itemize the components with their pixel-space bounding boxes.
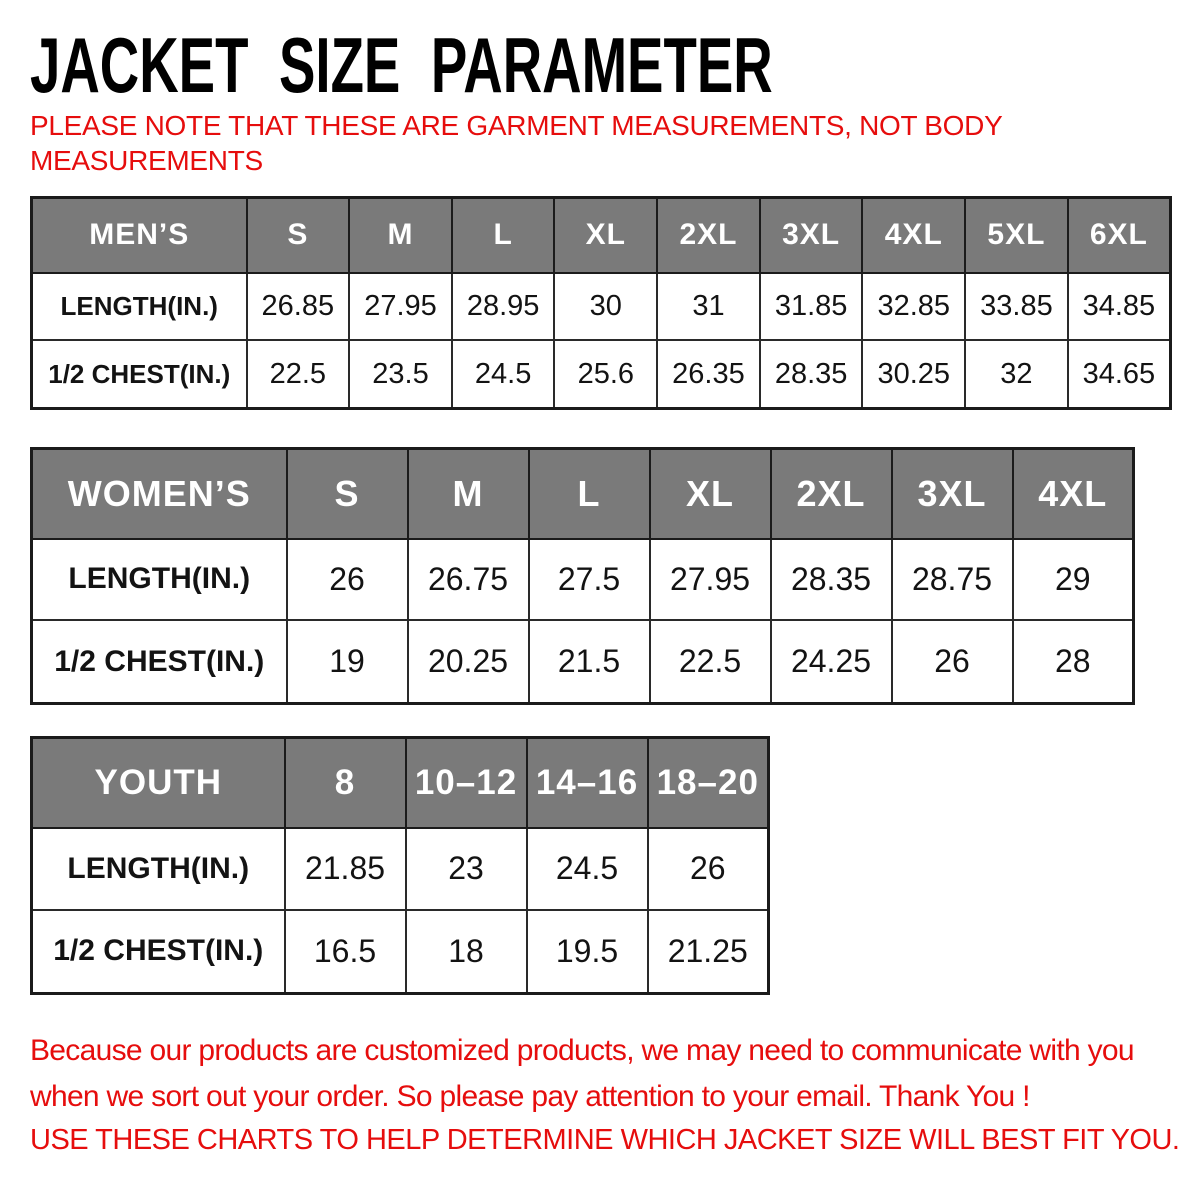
mens-measurement-value: 34.85: [1068, 273, 1171, 341]
chart-usage-instruction: USE THESE CHARTS TO HELP DETERMINE WHICH JACKET SIZE WILL BEST FIT YOU.: [30, 1124, 1180, 1156]
garment-measurement-note-line2: MEASUREMENTS: [30, 145, 263, 176]
youth-measurement-value: 19.5: [527, 910, 648, 994]
womens-table-grid: [30, 447, 1135, 705]
womens-header-row: [32, 449, 1134, 539]
mens-measurement-value: 30.25: [862, 340, 965, 408]
mens-measurement-value: 32.85: [862, 273, 965, 341]
customization-note: [30, 1028, 1134, 1120]
womens-size-header: 4XL: [1013, 449, 1134, 539]
mens-size-header: M: [349, 198, 452, 273]
womens-measurement-value: 26: [892, 620, 1013, 703]
womens-size-header: 3XL: [892, 449, 1013, 539]
mens-group-header: MEN’S: [32, 198, 247, 273]
mens-size-header: S: [247, 198, 350, 273]
customization-note-line1: Because our products are customized products, we may need to communicate with you: [30, 1034, 1134, 1067]
page-title: JACKET SIZE PARAMETER: [30, 21, 773, 109]
youth-size-header: 14–16: [527, 738, 648, 828]
youth-measurement-value: 21.85: [285, 828, 406, 910]
mens-measurement-value: 22.5: [247, 340, 350, 408]
youth-row-label: 1/2 CHEST(IN.): [32, 910, 285, 994]
youth-size-header: 10–12: [406, 738, 527, 828]
mens-row-label: 1/2 CHEST(IN.): [32, 340, 247, 408]
youth-size-header: 8: [285, 738, 406, 828]
mens-measurement-value: 30: [554, 273, 657, 341]
youth-table-grid: [30, 736, 770, 995]
mens-measurement-value: 34.65: [1068, 340, 1171, 408]
womens-size-header: XL: [650, 449, 771, 539]
womens-measurement-value: 28: [1013, 620, 1134, 703]
womens-measurement-value: 22.5: [650, 620, 771, 703]
womens-row-label: LENGTH(IN.): [32, 539, 287, 621]
youth-measurement-value: 21.25: [648, 910, 769, 994]
mens-table-grid: [30, 196, 1172, 410]
mens-measurement-value: 28.95: [452, 273, 555, 341]
garment-measurement-note-line1: PLEASE NOTE THAT THESE ARE GARMENT MEASUREMENTS, NOT BODY: [30, 110, 1003, 141]
youth-measurement-value: 24.5: [527, 828, 648, 910]
youth-size-table: [30, 736, 770, 995]
womens-size-header: 2XL: [771, 449, 892, 539]
womens-size-header: S: [287, 449, 408, 539]
womens-size-table: [30, 447, 1135, 705]
mens-size-header: 6XL: [1068, 198, 1171, 273]
womens-measurement-value: 19: [287, 620, 408, 703]
youth-measurement-value: 18: [406, 910, 527, 994]
mens-row-label: LENGTH(IN.): [32, 273, 247, 341]
mens-measurement-value: 31: [657, 273, 760, 341]
mens-measurement-value: 33.85: [965, 273, 1068, 341]
mens-measurement-value: 31.85: [760, 273, 863, 341]
womens-measurement-value: 27.95: [650, 539, 771, 621]
womens-measurement-value: 20.25: [408, 620, 529, 703]
mens-measurement-row: [32, 340, 1171, 408]
mens-measurement-value: 27.95: [349, 273, 452, 341]
mens-measurement-row: [32, 273, 1171, 341]
womens-size-header: L: [529, 449, 650, 539]
womens-measurement-value: 29: [1013, 539, 1134, 621]
garment-measurement-note: [30, 108, 1002, 178]
womens-row-label: 1/2 CHEST(IN.): [32, 620, 287, 703]
mens-measurement-value: 24.5: [452, 340, 555, 408]
youth-size-header: 18–20: [648, 738, 769, 828]
youth-measurement-value: 23: [406, 828, 527, 910]
youth-group-header: YOUTH: [32, 738, 285, 828]
mens-measurement-value: 26.35: [657, 340, 760, 408]
youth-header-row: [32, 738, 769, 828]
mens-size-header: XL: [554, 198, 657, 273]
womens-measurement-value: 26.75: [408, 539, 529, 621]
mens-size-table: [30, 196, 1172, 410]
mens-measurement-value: 28.35: [760, 340, 863, 408]
mens-measurement-value: 25.6: [554, 340, 657, 408]
womens-measurement-value: 27.5: [529, 539, 650, 621]
youth-row-label: LENGTH(IN.): [32, 828, 285, 910]
womens-measurement-value: 26: [287, 539, 408, 621]
mens-measurement-value: 32: [965, 340, 1068, 408]
womens-measurement-value: 28.75: [892, 539, 1013, 621]
womens-size-header: M: [408, 449, 529, 539]
womens-measurement-value: 21.5: [529, 620, 650, 703]
mens-size-header: 4XL: [862, 198, 965, 273]
mens-measurement-value: 23.5: [349, 340, 452, 408]
youth-measurement-row: [32, 828, 769, 910]
youth-measurement-value: 16.5: [285, 910, 406, 994]
youth-measurement-value: 26: [648, 828, 769, 910]
mens-size-header: L: [452, 198, 555, 273]
mens-size-header: 2XL: [657, 198, 760, 273]
mens-measurement-value: 26.85: [247, 273, 350, 341]
womens-measurement-row: [32, 539, 1134, 621]
womens-group-header: WOMEN’S: [32, 449, 287, 539]
youth-measurement-row: [32, 910, 769, 994]
mens-size-header: 5XL: [965, 198, 1068, 273]
customization-note-line2: when we sort out your order. So please pay attention to your email. Thank You !: [30, 1080, 1030, 1113]
mens-header-row: [32, 198, 1171, 273]
womens-measurement-row: [32, 620, 1134, 703]
womens-measurement-value: 28.35: [771, 539, 892, 621]
mens-size-header: 3XL: [760, 198, 863, 273]
womens-measurement-value: 24.25: [771, 620, 892, 703]
